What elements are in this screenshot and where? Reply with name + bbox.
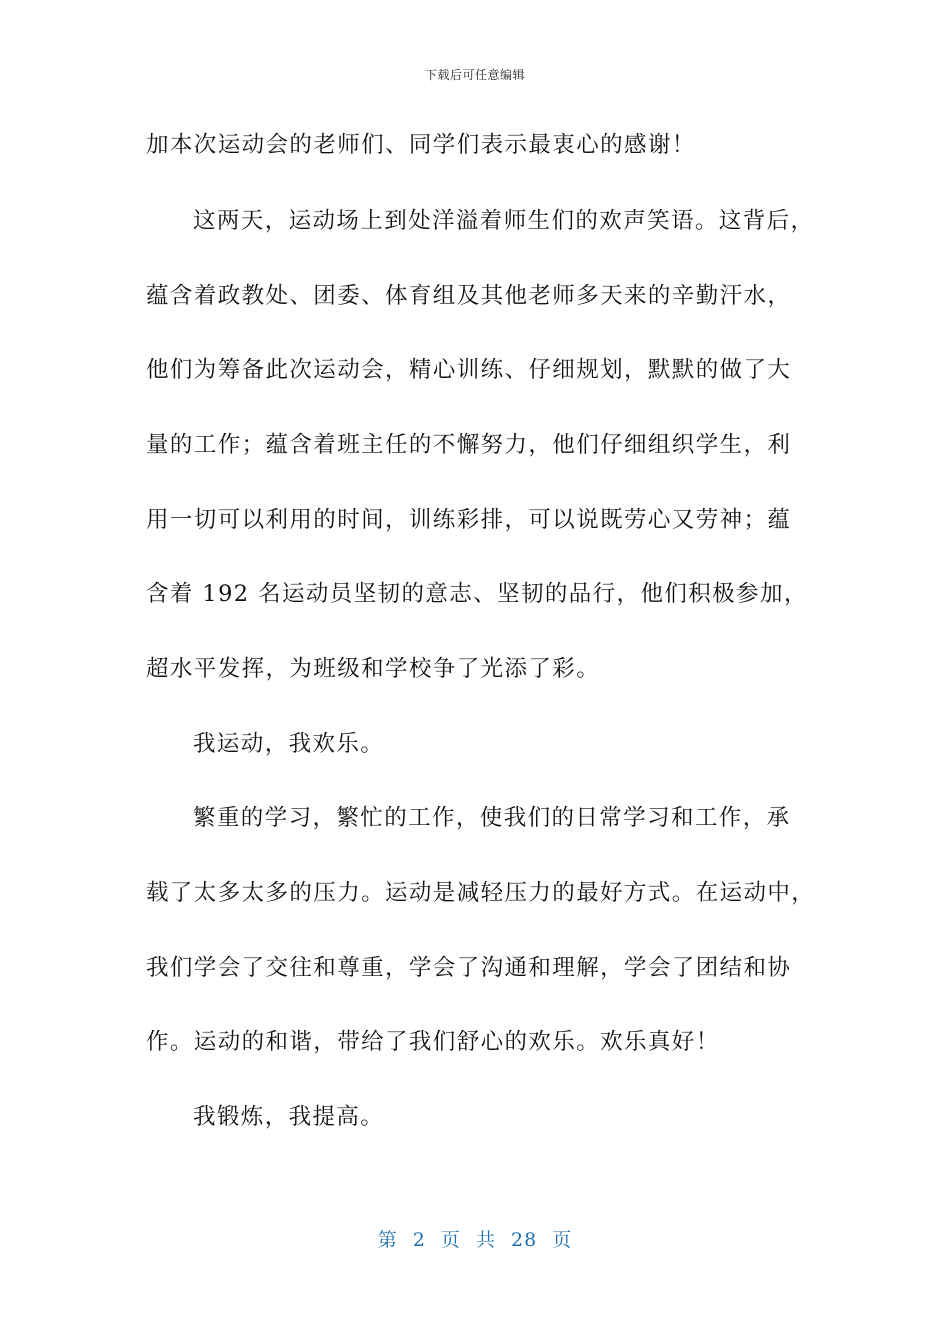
- text-line: 用一切可以利用的时间，训练彩排，可以说既劳心又劳神；蕴: [146, 507, 792, 533]
- paragraph-line: 我锻炼，我提高。: [193, 1104, 385, 1130]
- text-line: 载了太多太多的压力。运动是减轻压力的最好方式。在运动中，: [146, 880, 816, 906]
- text-line: 加本次运动会的老师们、同学们表示最衷心的感谢！: [146, 132, 696, 158]
- page-number: 第 2 页 共 28 页: [377, 1229, 573, 1251]
- text-line: 我们学会了交往和尊重，学会了沟通和理解，学会了团结和协: [146, 955, 792, 981]
- text-line: 含着 192 名运动员坚韧的意志、坚韧的品行，他们积极参加，: [146, 581, 808, 607]
- text-line: 蕴含着政教处、团委、体育组及其他老师多天来的辛勤汗水，: [146, 283, 792, 309]
- text-line: 量的工作；蕴含着班主任的不懈努力，他们仔细组织学生，利: [146, 432, 792, 458]
- text-line: 他们为筹备此次运动会，精心训练、仔细规划，默默的做了大: [146, 357, 792, 383]
- text-line: 超水平发挥，为班级和学校争了光添了彩。: [146, 656, 601, 682]
- text-line: 作。运动的和谐，带给了我们舒心的欢乐。欢乐真好！: [146, 1029, 720, 1055]
- paragraph-line: 这两天，运动场上到处洋溢着师生们的欢声笑语。这背后，: [193, 208, 815, 234]
- paragraph-line: 我运动，我欢乐。: [193, 731, 385, 757]
- paragraph-line: 繁重的学习，繁忙的工作，使我们的日常学习和工作，承: [193, 805, 791, 831]
- page-header: 下载后可任意编辑: [424, 68, 525, 82]
